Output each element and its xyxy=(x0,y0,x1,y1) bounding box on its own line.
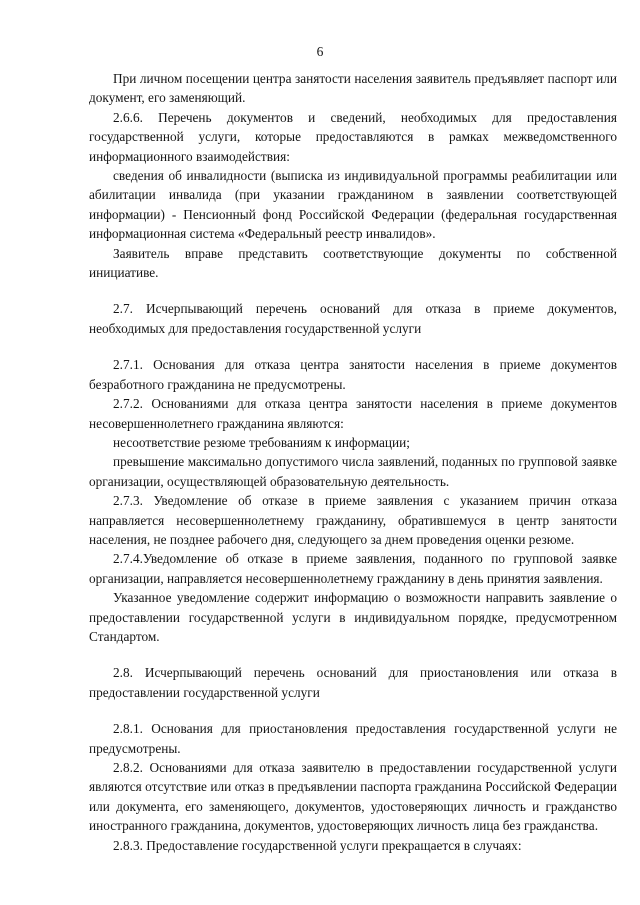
section-spacer xyxy=(89,702,617,719)
section-heading-2-7: 2.7. Исчерпывающий перечень оснований для отказа в приеме документов, необходимых для предоставления государственной услуги xyxy=(89,301,617,336)
paragraph-2-7-4: 2.7.4.Уведомление об отказе в приеме заявления, поданного по групповой заявке организации, направляется несовершеннолетнему гражданину в день принятия заявления. xyxy=(89,551,617,586)
list-item-resume-mismatch: несоответствие резюме требованиям к информации; xyxy=(113,434,410,450)
paragraph-passport-presentation: При личном посещении центра занятости населения заявитель предъявляет паспорт или документ, его заменяющий. xyxy=(89,71,617,106)
section-spacer xyxy=(89,282,617,299)
paragraph-disability-info: сведения об инвалидности (выписка из индивидуальной программы реабилитации или абилитации инвалида (при указании гражданином в заявлении соответствующей информации) - Пенсионный фонд Российской Федерации (федеральная государственная информационная система «Федеральный реестр инвалидов». xyxy=(89,168,617,242)
list-item-limit-exceeded: превышение максимально допустимого числа заявлений, поданных по групповой заявке организации, осуществляющей образовательную деятельность. xyxy=(89,454,617,489)
paragraph-2-8-2: 2.8.2. Основаниями для отказа заявителю в предоставлении государственной услуги являются отсутствие или отказ в предъявлении паспорта гражданина Российской Федерации или документа, его заменяющего, документов, удостоверяющих личность и гражданство иностранного гражданина, документов, удостоверяющих личность лица без гражданства. xyxy=(89,760,617,834)
page-number: 6 xyxy=(316,44,324,59)
section-spacer xyxy=(89,646,617,663)
paragraph-2-7-3: 2.7.3. Уведомление об отказе в приеме заявления с указанием причин отказа направляется несовершеннолетнему гражданину, обратившемуся в центр занятости населения, не позднее рабочего дня, следующего за днем проведения оценки резюме. xyxy=(89,493,617,547)
paragraph-2-7-2: 2.7.2. Основаниями для отказа центра занятости населения в приеме документов несовершеннолетнего гражданина являются: xyxy=(89,396,617,431)
paragraph-2-8-1: 2.8.1. Основания для приостановления предоставления государственной услуги не предусмотрены. xyxy=(89,721,617,756)
section-heading-2-8: 2.8. Исчерпывающий перечень оснований для приостановления или отказа в предоставлении государственной услуги xyxy=(89,665,617,700)
paragraph-2-6-6: 2.6.6. Перечень документов и сведений, необходимых для предоставления государственной услуги, которые предоставляются в рамках межведомственного информационного взаимодействия: xyxy=(89,109,617,164)
section-spacer xyxy=(89,338,617,355)
paragraph-own-initiative: Заявитель вправе представить соответствующие документы по собственной инициативе. xyxy=(89,245,617,281)
paragraph-notice-content: Указанное уведомление содержит информацию о возможности направить заявление о предоставлении государственной услуги в индивидуальном порядке, предусмотренном Стандартом. xyxy=(89,590,617,644)
paragraph-2-8-3: 2.8.3. Предоставление государственной услуги прекращается в случаях: xyxy=(113,837,522,853)
paragraph-2-7-1: 2.7.1. Основания для отказа центра занятости населения в приеме документов безработного гражданина не предусмотрены. xyxy=(89,357,617,392)
document-body xyxy=(89,69,617,855)
